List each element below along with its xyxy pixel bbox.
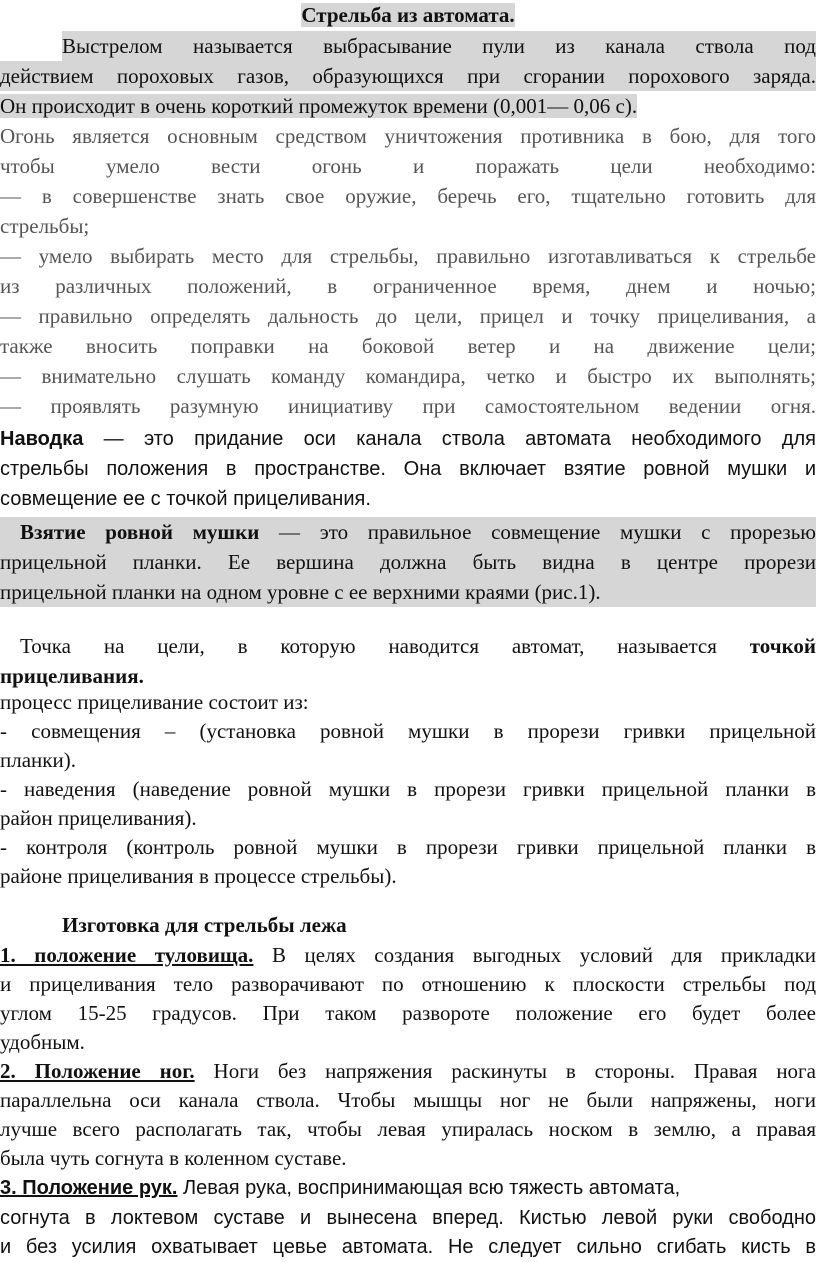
s1-line-3: углом 15-25 градусов. При таком развороте положение его будет более (0, 1001, 816, 1025)
p6-line-1: процесс прицеливание состоит из: (0, 690, 309, 714)
p2-line-3: — в совершенстве знать свое оружие, беречь его, тщательно готовить для (0, 184, 816, 208)
p2-line-6: из различных положений, в ограниченное время, днем и ночью; (0, 274, 816, 298)
p4-term: Взятие ровной мушки (20, 520, 260, 544)
p5-text: Точка на цели, в которую наводится автомат, называется (20, 634, 717, 658)
s1-line-1-rest: В целях создания выгодных условий для прикладки (253, 943, 816, 967)
p1-line-3 (0, 91, 816, 121)
p2-line-5: — умело выбирать место для стрельбы, правильно изготавливаться к стрельбе (0, 244, 816, 268)
s2-label: 2. Положение ног. (0, 1059, 195, 1083)
p2-line-7: — правильно определять дальность до цели, прицел и точку прицеливания, а (0, 304, 816, 328)
s1-line-1 (0, 940, 816, 970)
s3-line-2: согнута в локтевом суставе и вынесена вперед. Кистью левой руки свободно (0, 1207, 816, 1229)
p2-line-8: также вносить поправки на боковой ветер и на движение цели; (0, 334, 816, 358)
p1-line-2: действием пороховых газов, образующихся при сгорании порохового заряда. (0, 61, 816, 91)
s2-line-1 (0, 1056, 816, 1086)
page-title: Стрельба из автомата. (301, 3, 515, 27)
p3-term: Наводка (0, 428, 84, 450)
p1-line-3-text: Он происходит в очень короткий промежуток времени (0,001— 0,06 с). (0, 94, 638, 118)
p6-line-3: планки). (0, 748, 76, 772)
s3-line-3: и без усилия охватывает цевье автомата. Не следует сильно сгибать кисть в (0, 1236, 816, 1258)
s3-line-1 (0, 1173, 816, 1203)
p3-line-1-rest: — это придание оси канала ствола автомата необходимого для (83, 428, 816, 450)
p6-line-7: районе прицеливания в процессе стрельбы). (0, 864, 397, 888)
p4-line-1-rest: — это правильное совмещение мушки с прорезью (259, 520, 816, 544)
section-heading: Изготовка для стрельбы лежа (62, 913, 347, 937)
s2-line-1-rest: Ноги без напряжения раскинуты в стороны. Правая нога (194, 1059, 816, 1083)
p3-line-2: стрельбы положения в пространстве. Она включает взятие ровной мушки и (0, 458, 816, 480)
p5-line-1 (20, 631, 816, 661)
s2-line-2: параллельна оси канала ствола. Чтобы мышцы ног не были напряжены, ноги (0, 1088, 816, 1112)
p3-line-3: совмещение ее с точкой прицеливания. (0, 488, 371, 510)
p4-line-2: прицельной планки. Ее вершина должна быть видна в центре прорези (0, 550, 816, 574)
p4-line-3: прицельной планки на одном уровне с ее верхними краями (рис.1). (0, 580, 601, 604)
p2-line-1: Огонь является основным средством уничтожения противника в бою, для того (0, 124, 816, 148)
p2-line-2: чтобы умело вести огонь и поражать цели необходимо: (0, 154, 816, 178)
p4-line-1 (20, 517, 816, 547)
p5-term-2: прицеливания. (0, 664, 144, 688)
s1-line-2: и прицеливания тело разворачивают по отношению к плоскости стрельбы под (0, 972, 816, 996)
p2-line-10: — проявлять разумную инициативу при самостоятельном ведении огня. (0, 394, 816, 418)
p6-line-6: - контроля (контроль ровной мушки в прорези гривки прицельной планки в (0, 835, 816, 859)
title-line (0, 0, 816, 30)
p1-line-1: Выстрелом называется выбрасывание пули из канала ствола под (62, 31, 816, 61)
p2-line-4: стрельбы; (0, 214, 90, 238)
p3-line-1 (0, 424, 816, 454)
p2-line-9: — внимательно слушать команду командира, четко и быстро их выполнять; (0, 364, 816, 388)
p6-line-5: район прицеливания). (0, 806, 197, 830)
s2-line-3: лучше всего располагать так, чтобы левая упиралась носком в землю, а правая (0, 1117, 816, 1141)
p5-term-1: точкой (749, 634, 816, 658)
s1-label: 1. положение туловища. (0, 943, 254, 967)
s3-label: 3. Положение рук. (0, 1177, 178, 1199)
s3-line-1-rest: Левая рука, воспринимающая всю тяжесть автомата, (177, 1177, 681, 1199)
s2-line-4: была чуть согнута в коленном суставе. (0, 1146, 347, 1170)
s1-line-4: удобным. (0, 1030, 85, 1054)
p6-line-4: - наведения (наведение ровной мушки в прорези гривки прицельной планки в (0, 777, 816, 801)
p6-line-2: - совмещения – (установка ровной мушки в прорези гривки прицельной (0, 719, 816, 743)
